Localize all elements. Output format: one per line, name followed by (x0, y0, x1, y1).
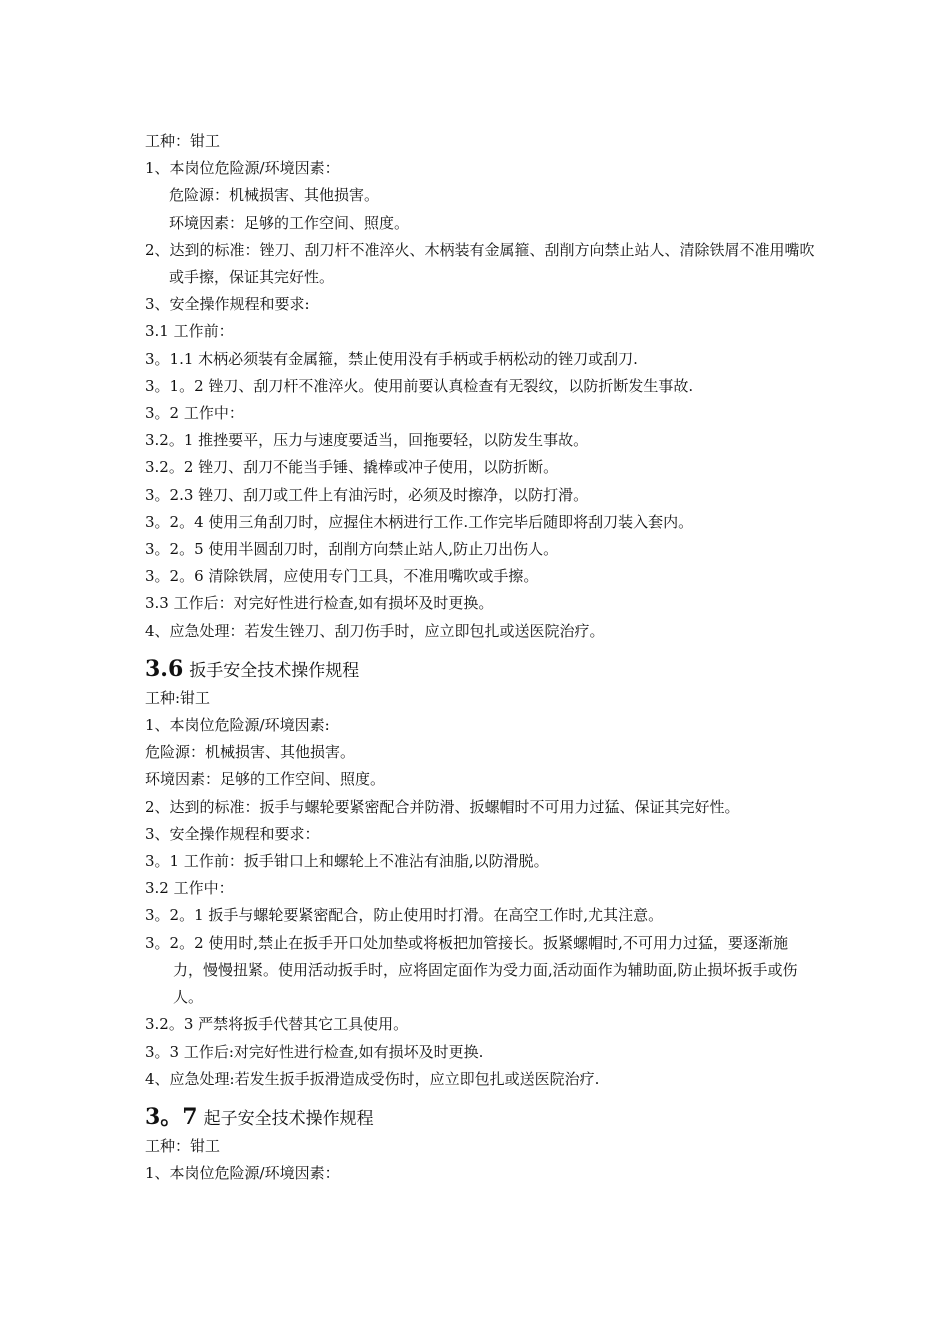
text-line: 3.1 工作前： (145, 322, 234, 341)
text-line: 3。1。2 锉刀、刮刀杆不准淬火。使用前要认真检查有无裂纹，以防折断发生事故. (145, 376, 694, 395)
section-heading-3-7 (145, 1103, 815, 1133)
text-line: 3。2。1 扳手与螺轮要紧密配合，防止使用时打滑。在高空工作时,尤其注意。 (145, 906, 664, 925)
text-line: 3。2。4 使用三角刮刀时，应握住木柄进行工作.工作完毕后随即将刮刀装入套内。 (145, 512, 694, 531)
text-line: 3。3 工作后:对完好性进行检查,如有损坏及时更换. (145, 1042, 484, 1061)
text-line: 危险源：机械损害、其他损害。 (145, 743, 356, 762)
text-line: 3.2。2 锉刀、刮刀不能当手锤、撬棒或冲子使用，以防折断。 (145, 458, 559, 477)
text-line: 工种：钳工 (145, 132, 221, 150)
text-line: 1、本岗位危险源/环境因素: (145, 716, 330, 735)
text-line: 3.3 工作后：对完好性进行检查,如有损坏及时更换。 (145, 594, 494, 613)
text-line: 3、安全操作规程和要求: (145, 295, 310, 314)
text-line: 3。1 工作前：扳手钳口上和螺轮上不准沾有油脂,以防滑脱。 (145, 852, 549, 871)
text-line: 4、应急处理:若发生扳手扳滑造成受伤时，应立即包扎或送医院治疗. (145, 1069, 600, 1088)
text-line: 3。1.1 木柄必须装有金属箍，禁止使用没有手柄或手柄松动的锉刀或刮刀. (145, 349, 638, 368)
text-paragraph: 3。2。2 使用时,禁止在扳手开口处加垫或将板把加管接长。扳紧螺帽时,不可用力过猛，要逐渐施力，慢慢扭紧。使用活动扳手时，应将固定面作为受力面,活动面作为辅助面,防止损坏扳手或伤人。 (145, 933, 798, 1007)
text-line: 环境因素：足够的工作空间、照度。 (145, 770, 386, 789)
text-line: 3。2。6 清除铁屑，应使用专门工具，不准用嘴吹或手擦。 (145, 567, 539, 586)
section-title: 扳手安全技术操作规程 (189, 660, 360, 681)
text-line: 3.2。3 严禁将扳手代替其它工具使用。 (145, 1015, 409, 1034)
text-line: 2、达到的标准：扳手与螺轮要紧密配合并防滑、扳螺帽时不可用力过猛、保证其完好性。 (145, 797, 740, 816)
text-line: 工种：钳工 (145, 1136, 221, 1155)
section-number: 3。7 (145, 1103, 198, 1130)
text-line: 3。2 工作中： (145, 404, 244, 423)
section-number: 3.6 (145, 655, 184, 682)
text-line: 3。2。5 使用半圆刮刀时，刮削方向禁止站人,防止刀出伤人。 (145, 540, 559, 559)
text-line: 3.2 工作中： (145, 879, 234, 898)
text-line: 1、本岗位危险源/环境因素： (145, 159, 340, 178)
text-line: 危险源：机械损害、其他损害。 (169, 186, 380, 205)
document-page (145, 128, 815, 1187)
text-paragraph: 2、达到的标准：锉刀、刮刀杆不准淬火、木柄装有金属箍、刮削方向禁止站人、清除铁屑不准用嘴吹或手擦，保证其完好性。 (145, 240, 815, 287)
text-line: 环境因素：足够的工作空间、照度。 (169, 213, 410, 232)
text-line: 1、本岗位危险源/环境因素： (145, 1164, 340, 1183)
text-line: 工种:钳工 (145, 688, 211, 707)
section-title: 起子安全技术操作规程 (203, 1108, 374, 1129)
text-line: 3、安全操作规程和要求： (145, 824, 320, 843)
text-line: 4、应急处理：若发生锉刀、刮刀伤手时，应立即包扎或送医院治疗。 (145, 621, 605, 640)
text-line: 3.2。1 推挫要平，压力与速度要适当，回拖要轻，以防发生事故。 (145, 431, 589, 450)
text-line: 3。2.3 锉刀、刮刀或工件上有油污时，必须及时擦净，以防打滑。 (145, 485, 589, 504)
section-heading-3-6 (145, 655, 815, 685)
